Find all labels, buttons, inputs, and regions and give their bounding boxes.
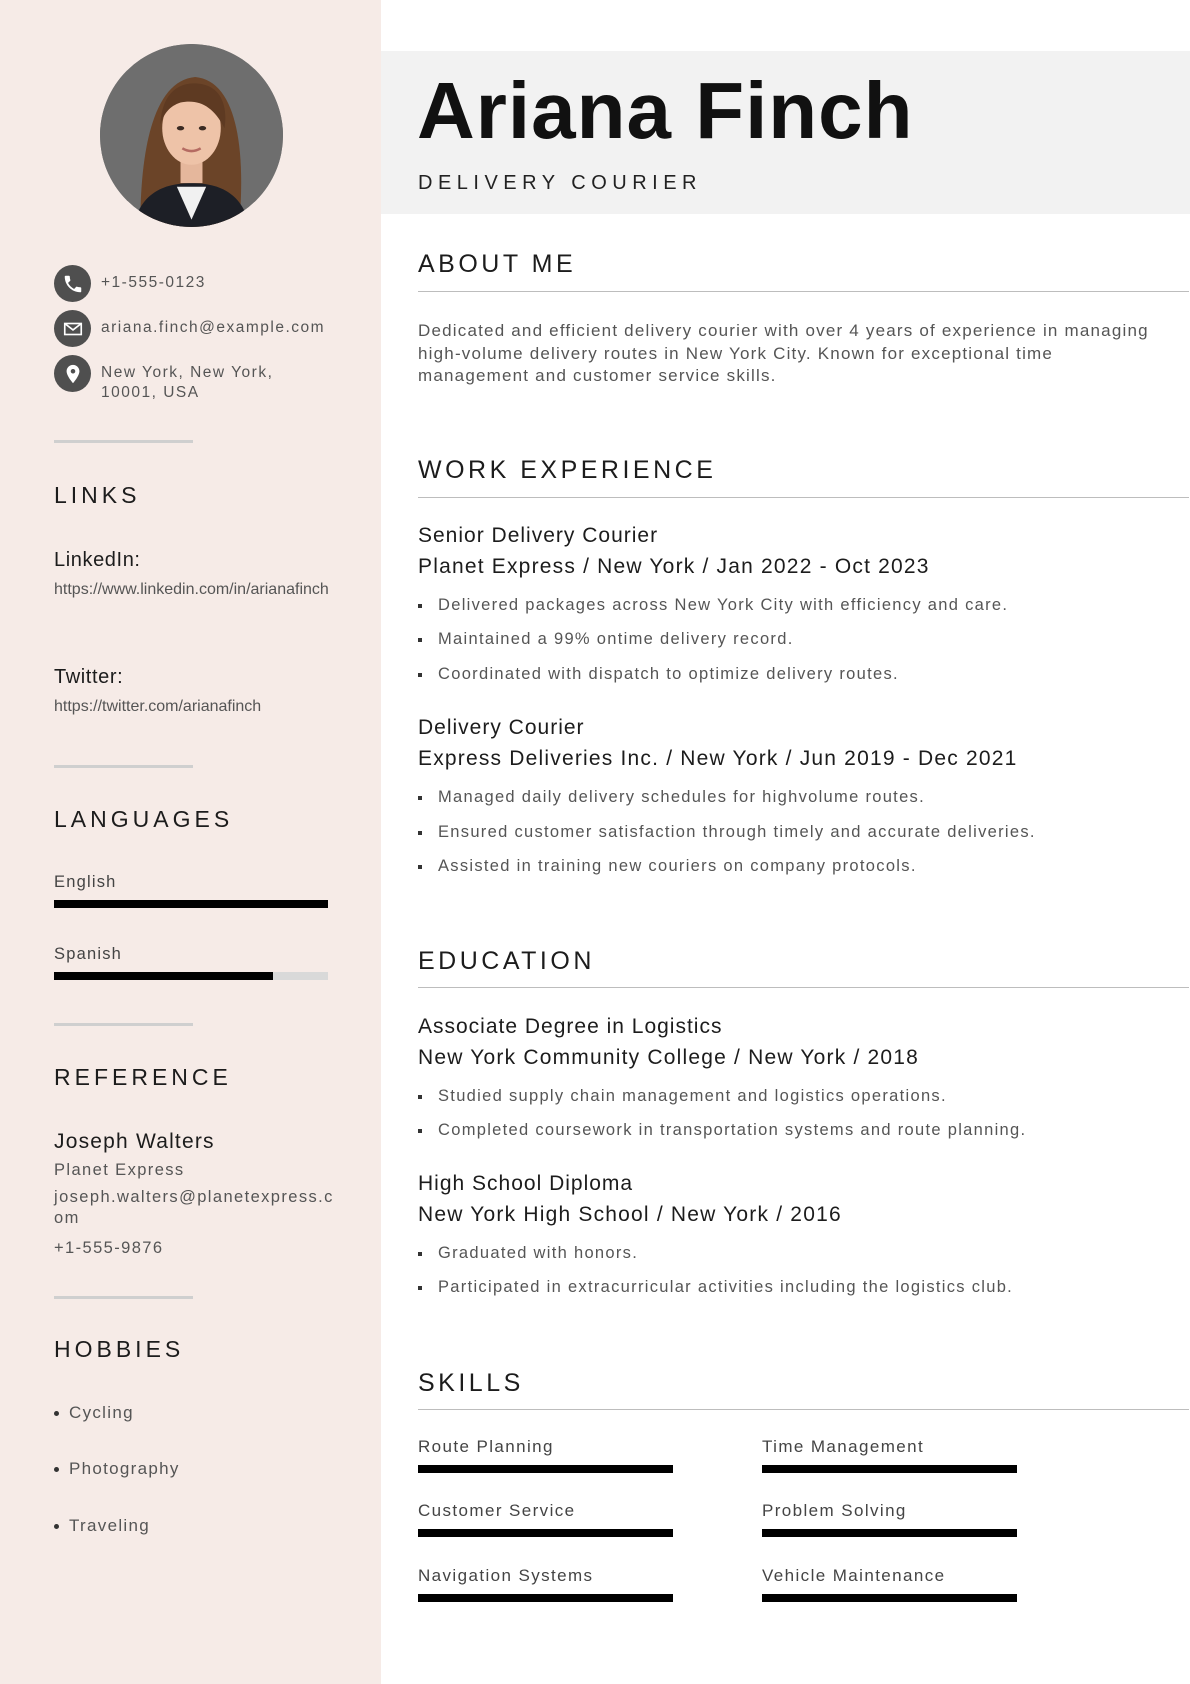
bullet-text: Ensured customer satisfaction through timely and accurate deliveries. — [438, 823, 1036, 841]
bullet-dot — [54, 1467, 59, 1472]
email-icon — [54, 310, 91, 347]
job-bullet — [418, 596, 1008, 615]
skill-name: Route Planning — [418, 1437, 554, 1456]
job-title: DELIVERY COURIER — [418, 172, 702, 194]
bullet-square — [418, 1095, 422, 1099]
language-level-fill — [54, 972, 273, 980]
reference-name: Joseph Walters — [54, 1130, 215, 1153]
bullet-square — [418, 796, 422, 800]
skill-level-bar — [418, 1465, 673, 1473]
section-rule — [418, 1409, 1189, 1410]
candidate-name: Ariana Finch — [417, 66, 914, 155]
about-text: Dedicated and efficient delivery courier with over 4 years of experience in managing high-volume delivery routes in New York City. Known for exceptional time management and customer service skills. — [418, 321, 1149, 385]
education-bullet — [418, 1087, 947, 1106]
bullet-dot — [54, 1524, 59, 1529]
bullet-text: Assisted in training new couriers on company protocols. — [438, 857, 917, 875]
contact-email — [54, 310, 336, 347]
bullet-text: Maintained a 99% ontime delivery record. — [438, 630, 794, 648]
bullet-dot — [54, 1411, 59, 1416]
contact-location — [54, 355, 291, 403]
job-details: Express Deliveries Inc. / New York / Jun 2019 - Dec 2021 — [418, 747, 1018, 770]
section-rule — [418, 497, 1189, 498]
twitter-label: Twitter: — [54, 666, 124, 688]
hobby-item — [54, 1459, 180, 1479]
hobbies-heading: HOBBIES — [54, 1336, 185, 1362]
skill-name: Navigation Systems — [418, 1566, 594, 1585]
section-rule — [418, 987, 1189, 988]
job-bullet — [418, 665, 899, 684]
education-heading: EDUCATION — [418, 947, 595, 975]
language-name: Spanish — [54, 945, 123, 963]
bullet-text: Studied supply chain management and logistics operations. — [438, 1087, 947, 1105]
bullet-text: Graduated with honors. — [438, 1244, 639, 1262]
contact-phone — [54, 265, 336, 302]
location-pin-icon — [54, 355, 91, 392]
job-bullet — [418, 823, 1036, 842]
job-role: Senior Delivery Courier — [418, 524, 659, 547]
education-bullet — [418, 1244, 638, 1263]
reference-heading: REFERENCE — [54, 1064, 232, 1090]
section-divider — [54, 1023, 193, 1026]
bullet-square — [418, 638, 422, 642]
education-bullet — [418, 1278, 1013, 1297]
reference-company: Planet Express — [54, 1161, 185, 1179]
job-details: Planet Express / New York / Jan 2022 - Oct 2023 — [418, 555, 930, 578]
bullet-text: Managed daily delivery schedules for highvolume routes. — [438, 788, 925, 806]
phone-number: +1-555-0123 — [101, 274, 206, 291]
bullet-text: Participated in extracurricular activities including the logistics club. — [438, 1278, 1014, 1296]
profile-photo — [100, 44, 283, 227]
bullet-square — [418, 673, 422, 677]
linkedin-url[interactable]: https://www.linkedin.com/in/arianafinch — [54, 581, 329, 598]
degree-title: Associate Degree in Logistics — [418, 1015, 723, 1038]
hobby-label: Traveling — [69, 1516, 150, 1535]
skills-heading: SKILLS — [418, 1369, 524, 1397]
education-bullet — [418, 1121, 1026, 1140]
skill-name: Time Management — [762, 1437, 925, 1456]
reference-phone: +1-555-9876 — [54, 1239, 164, 1257]
bullet-text: Coordinated with dispatch to optimize delivery routes. — [438, 665, 899, 683]
degree-details: New York Community College / New York / 2018 — [418, 1046, 920, 1069]
job-bullet — [418, 857, 917, 876]
section-rule — [418, 291, 1189, 292]
skill-level-bar — [762, 1594, 1017, 1602]
twitter-url[interactable]: https://twitter.com/arianafinch — [54, 698, 262, 715]
degree-details: New York High School / New York / 2016 — [418, 1203, 842, 1226]
language-name: English — [54, 873, 117, 891]
languages-heading: LANGUAGES — [54, 806, 234, 832]
hobby-label: Photography — [69, 1459, 180, 1478]
bullet-square — [418, 604, 422, 608]
links-heading: LINKS — [54, 482, 141, 508]
language-level-bar — [54, 972, 328, 980]
bullet-text: Delivered packages across New York City with efficiency and care. — [438, 596, 1009, 614]
skill-name: Vehicle Maintenance — [762, 1566, 946, 1585]
job-bullet — [418, 788, 925, 807]
bullet-text: Completed coursework in transportation systems and route planning. — [438, 1121, 1027, 1139]
bullet-square — [418, 1286, 422, 1290]
email-address[interactable]: ariana.finch@example.com — [101, 319, 326, 336]
degree-title: High School Diploma — [418, 1172, 634, 1195]
reference-email[interactable]: joseph.walters@planetexpress.com — [54, 1188, 334, 1227]
language-level-fill — [54, 900, 328, 908]
language-level-bar — [54, 900, 328, 908]
bullet-square — [418, 1129, 422, 1133]
skill-name: Customer Service — [418, 1501, 576, 1520]
hobby-label: Cycling — [69, 1403, 134, 1422]
skill-level-bar — [762, 1465, 1017, 1473]
experience-heading: WORK EXPERIENCE — [418, 456, 717, 484]
hobby-item — [54, 1516, 150, 1536]
skill-level-bar — [762, 1529, 1017, 1537]
job-role: Delivery Courier — [418, 716, 585, 739]
sidebar — [0, 0, 381, 1684]
hobby-item — [54, 1403, 134, 1423]
linkedin-label: LinkedIn: — [54, 549, 141, 571]
skill-level-bar — [418, 1594, 673, 1602]
bullet-square — [418, 865, 422, 869]
job-bullet — [418, 630, 794, 649]
section-divider — [54, 765, 193, 768]
bullet-square — [418, 831, 422, 835]
section-divider — [54, 440, 193, 443]
phone-icon — [54, 265, 91, 302]
section-divider — [54, 1296, 193, 1299]
bullet-square — [418, 1252, 422, 1256]
skill-name: Problem Solving — [762, 1501, 907, 1520]
about-heading: ABOUT ME — [418, 250, 577, 278]
location-text: New York, New York, 10001, USA — [101, 364, 274, 401]
skill-level-bar — [418, 1529, 673, 1537]
